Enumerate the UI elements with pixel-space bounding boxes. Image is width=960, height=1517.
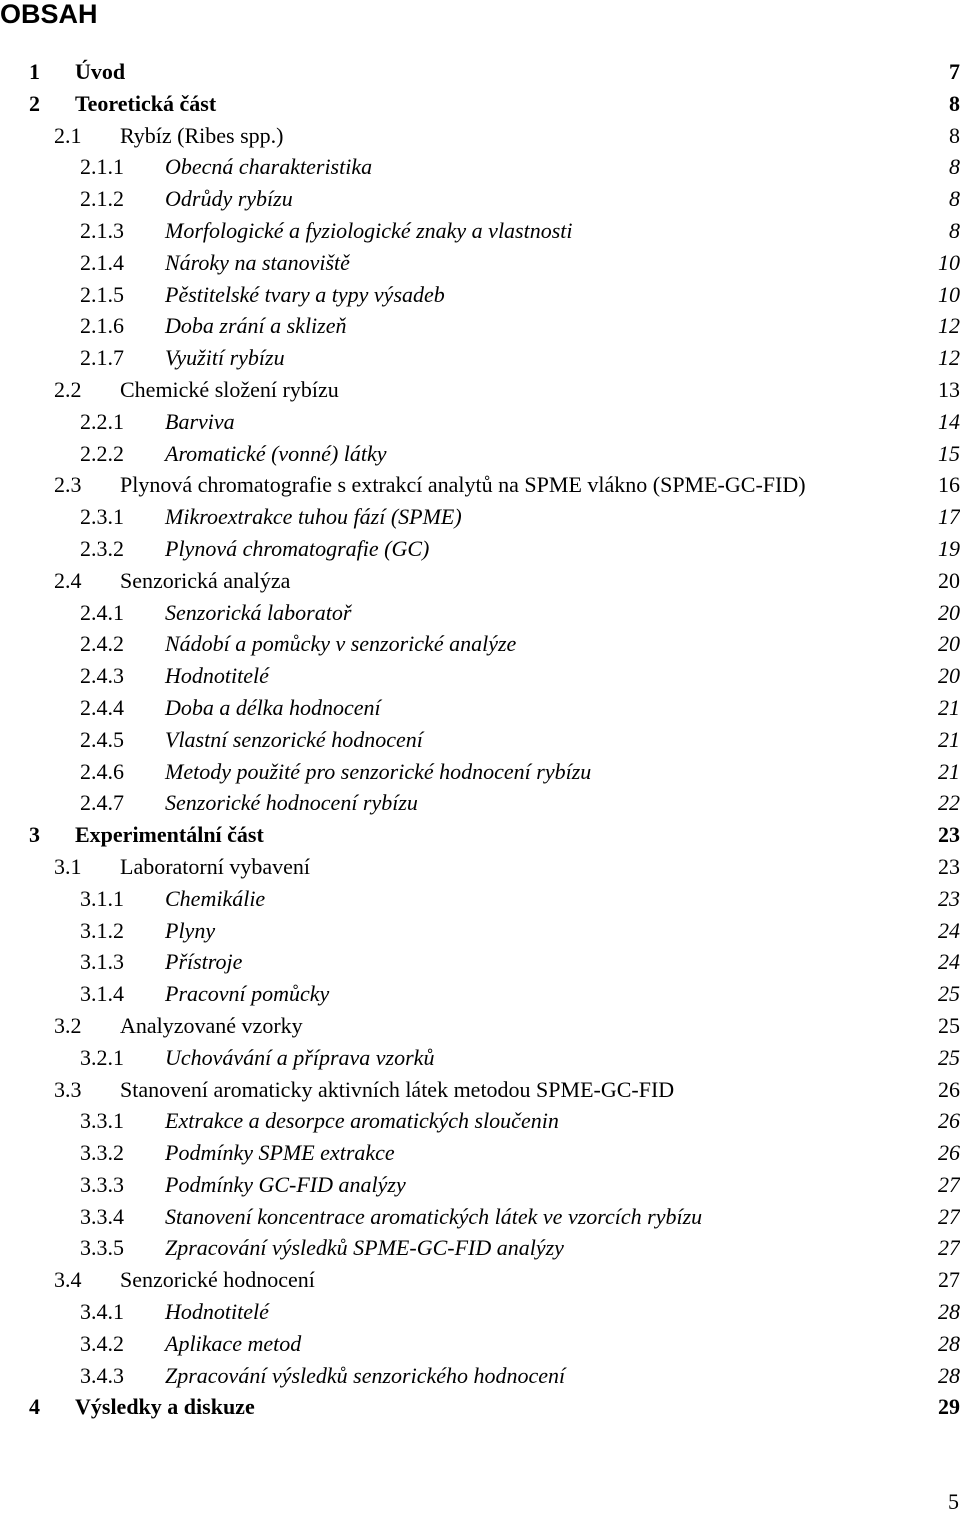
toc-entry[interactable] xyxy=(0,279,960,311)
toc-entry-title: Zpracování výsledků SPME-GC-FID analýzy xyxy=(165,1235,564,1261)
toc-entry-number: 3.3.5 xyxy=(80,1235,124,1261)
toc-entry-title: Uchovávání a příprava vzorků xyxy=(165,1044,435,1070)
toc-entry-number: 2.2 xyxy=(54,376,82,402)
toc-entry-title: Obecná charakteristika xyxy=(165,154,373,180)
toc-entry-page: 8 xyxy=(949,186,960,212)
toc-entry[interactable] xyxy=(0,406,960,438)
toc-entry-title: Teoretická část xyxy=(75,90,217,116)
toc-entry-page: 13 xyxy=(938,376,960,402)
toc-entry-number: 3.3.4 xyxy=(80,1203,124,1229)
toc-entry[interactable] xyxy=(0,533,960,565)
toc-entry-number: 2.1.1 xyxy=(80,154,124,180)
toc-entry[interactable] xyxy=(0,247,960,279)
toc-entry[interactable] xyxy=(0,1296,960,1328)
toc-entry[interactable] xyxy=(0,1264,960,1296)
toc-entry-number: 3.1.2 xyxy=(80,917,124,943)
toc-entry[interactable] xyxy=(0,56,960,88)
toc-entry-number: 2.4.1 xyxy=(80,599,124,625)
toc-entry-page: 25 xyxy=(938,1044,960,1070)
toc-entry[interactable] xyxy=(0,88,960,120)
page-number: 5 xyxy=(948,1489,959,1514)
toc-entry-page: 26 xyxy=(938,1140,960,1166)
toc-entry-page: 27 xyxy=(938,1267,960,1293)
toc-entry-page: 26 xyxy=(938,1076,960,1102)
toc-entry[interactable] xyxy=(0,215,960,247)
toc-entry-number: 3.4.1 xyxy=(80,1299,124,1325)
toc-entry-title: Pracovní pomůcky xyxy=(165,981,330,1007)
toc-entry-page: 29 xyxy=(938,1394,960,1420)
toc-entry[interactable] xyxy=(0,151,960,183)
toc-entry-number: 3.1.3 xyxy=(80,949,124,975)
toc-entry-page: 25 xyxy=(938,981,960,1007)
toc-entry-page: 14 xyxy=(938,408,960,434)
toc-entry-page: 27 xyxy=(938,1171,960,1197)
toc-entry-title: Senzorické hodnocení xyxy=(120,1267,315,1293)
toc-entry[interactable] xyxy=(0,883,960,915)
toc-entry[interactable] xyxy=(0,851,960,883)
toc-entry[interactable] xyxy=(0,628,960,660)
toc-entry[interactable] xyxy=(0,438,960,470)
toc-entry-page: 26 xyxy=(938,1108,960,1134)
toc-entry-title: Hodnotitelé xyxy=(165,663,269,689)
toc-entry-title: Nádobí a pomůcky v senzorické analýze xyxy=(165,631,517,657)
toc-entry[interactable] xyxy=(0,1105,960,1137)
toc-entry-title: Úvod xyxy=(75,59,126,84)
toc-entry-title: Plyny xyxy=(165,917,216,943)
toc-entry-title: Vlastní senzorické hodnocení xyxy=(165,726,423,752)
toc-entry-page: 25 xyxy=(938,1012,960,1038)
toc-entry-number: 2 xyxy=(29,90,40,116)
toc-entry-number: 4 xyxy=(29,1394,40,1420)
toc-entry-number: 2.3.1 xyxy=(80,504,124,530)
toc-entry-title: Doba a délka hodnocení xyxy=(165,694,381,720)
toc-entry-page: 15 xyxy=(938,440,960,466)
toc-entry-number: 2.4.6 xyxy=(80,758,124,784)
toc-entry[interactable] xyxy=(0,978,960,1010)
toc-entry-title: Stanovení koncentrace aromatických látek ve vzorcích rybízu xyxy=(165,1203,703,1229)
toc-entry-title: Senzorická analýza xyxy=(120,567,291,593)
toc-entry-number: 2.4.4 xyxy=(80,694,124,720)
toc-entry-number: 3.2 xyxy=(54,1012,82,1038)
toc-entry-page: 23 xyxy=(938,822,960,848)
toc-entry-title: Přístroje xyxy=(165,949,243,975)
toc-entry-page: 8 xyxy=(949,90,960,116)
toc-entry-number: 2.1.3 xyxy=(80,217,124,243)
toc-entry-number: 3.3 xyxy=(54,1076,82,1102)
toc-entry[interactable] xyxy=(0,1391,960,1423)
toc-entry[interactable] xyxy=(0,1201,960,1233)
toc-entry-title: Odrůdy rybízu xyxy=(165,186,293,212)
toc-entry-page: 27 xyxy=(938,1235,960,1261)
toc-entry-number: 2.1.6 xyxy=(80,313,124,339)
toc-entry[interactable] xyxy=(0,1074,960,1106)
toc-entry-title: Morfologické a fyziologické znaky a vlastnosti xyxy=(165,217,573,243)
toc-entry[interactable] xyxy=(0,1169,960,1201)
toc-entry-number: 2.3 xyxy=(54,472,82,498)
toc-entry-number: 2.4.3 xyxy=(80,663,124,689)
toc-entry-title: Senzorické hodnocení rybízu xyxy=(165,790,418,816)
toc-entry-title: Extrakce a desorpce aromatických sloučenin xyxy=(165,1108,559,1134)
toc-entry-title: Využití rybízu xyxy=(165,345,285,371)
toc-entry-number: 2.4.2 xyxy=(80,631,124,657)
toc-entry-number: 2.4.5 xyxy=(80,726,124,752)
toc-entry-title: Pěstitelské tvary a typy výsadeb xyxy=(165,281,445,307)
table-of-contents xyxy=(0,56,960,1423)
toc-entry-page: 27 xyxy=(938,1203,960,1229)
toc-entry-title: Hodnotitelé xyxy=(165,1299,269,1325)
toc-heading: OBSAH xyxy=(0,0,98,29)
toc-entry[interactable] xyxy=(0,724,960,756)
toc-entry[interactable] xyxy=(0,565,960,597)
toc-entry-title: Výsledky a diskuze xyxy=(75,1394,255,1420)
toc-entry-number: 3.4 xyxy=(54,1267,82,1293)
toc-entry-number: 3.3.2 xyxy=(80,1140,124,1166)
toc-entry-title: Chemikálie xyxy=(165,885,266,911)
toc-entry-title: Laboratorní vybavení xyxy=(120,853,310,879)
toc-entry[interactable] xyxy=(0,183,960,215)
toc-entry-page: 28 xyxy=(938,1330,960,1356)
toc-entry[interactable] xyxy=(0,692,960,724)
toc-entry-page: 20 xyxy=(938,631,960,657)
toc-entry-number: 3 xyxy=(29,822,40,848)
toc-entry-page: 20 xyxy=(938,663,960,689)
toc-entry-number: 3.3.3 xyxy=(80,1171,124,1197)
toc-entry-page: 24 xyxy=(938,917,960,943)
toc-entry-page: 21 xyxy=(938,694,960,720)
toc-entry[interactable] xyxy=(0,756,960,788)
toc-entry-title: Plynová chromatografie (GC) xyxy=(165,535,430,561)
toc-entry-page: 19 xyxy=(938,535,960,561)
toc-entry-page: 10 xyxy=(938,281,960,307)
toc-entry-page: 8 xyxy=(949,122,960,148)
toc-entry[interactable] xyxy=(0,120,960,152)
toc-entry-number: 2.2.2 xyxy=(80,440,124,466)
toc-entry[interactable] xyxy=(0,1232,960,1264)
toc-entry[interactable] xyxy=(0,819,960,851)
toc-entry-title: Metody použité pro senzorické hodnocení rybízu xyxy=(165,758,592,784)
toc-entry-number: 3.4.3 xyxy=(80,1362,124,1388)
toc-entry-number: 2.4 xyxy=(54,567,82,593)
toc-entry-title: Mikroextrakce tuhou fází (SPME) xyxy=(165,504,462,530)
toc-entry-number: 3.2.1 xyxy=(80,1044,124,1070)
toc-entry-title: Barviva xyxy=(165,408,235,434)
toc-entry-page: 28 xyxy=(938,1299,960,1325)
toc-entry-page: 7 xyxy=(949,59,960,84)
toc-entry-title: Analyzované vzorky xyxy=(120,1012,303,1038)
toc-entry[interactable] xyxy=(0,787,960,819)
toc-entry-page: 28 xyxy=(938,1362,960,1388)
toc-entry[interactable] xyxy=(0,597,960,629)
toc-entry[interactable] xyxy=(0,660,960,692)
toc-entry-title: Chemické složení rybízu xyxy=(120,376,339,402)
toc-entry-title: Plynová chromatografie s extrakcí analytů na SPME vlákno (SPME-GC-FID) xyxy=(120,472,806,498)
toc-entry[interactable] xyxy=(0,342,960,374)
toc-entry[interactable] xyxy=(0,501,960,533)
toc-entry-title: Rybíz (Ribes spp.) xyxy=(120,122,284,148)
toc-entry-page: 21 xyxy=(938,726,960,752)
toc-entry[interactable] xyxy=(0,310,960,342)
toc-entry-page: 8 xyxy=(949,217,960,243)
toc-entry-page: 21 xyxy=(938,758,960,784)
toc-entry[interactable] xyxy=(0,1042,960,1074)
toc-entry-number: 2.2.1 xyxy=(80,408,124,434)
toc-entry[interactable] xyxy=(0,469,960,501)
toc-entry-page: 22 xyxy=(938,790,960,816)
toc-entry-page: 20 xyxy=(938,567,960,593)
toc-entry-title: Stanovení aromaticky aktivních látek metodou SPME-GC-FID xyxy=(120,1076,675,1102)
toc-entry-page: 10 xyxy=(938,249,960,275)
toc-entry[interactable] xyxy=(0,374,960,406)
toc-entry-title: Doba zrání a sklizeň xyxy=(165,313,347,339)
toc-entry-page: 8 xyxy=(949,154,960,180)
toc-entry-page: 16 xyxy=(938,472,960,498)
toc-entry[interactable] xyxy=(0,1360,960,1392)
toc-entry-page: 23 xyxy=(938,853,960,879)
toc-entry-title: Podmínky GC-FID analýzy xyxy=(165,1171,406,1197)
toc-entry-title: Aromatické (vonné) látky xyxy=(165,440,387,466)
toc-entry[interactable] xyxy=(0,1010,960,1042)
toc-entry-title: Zpracování výsledků senzorického hodnocení xyxy=(165,1362,566,1388)
toc-entry-number: 2.1.2 xyxy=(80,186,124,212)
toc-entry-number: 3.1 xyxy=(54,853,82,879)
toc-entry-title: Senzorická laboratoř xyxy=(165,599,352,625)
toc-entry-title: Aplikace metod xyxy=(165,1330,302,1356)
toc-entry-page: 23 xyxy=(938,885,960,911)
toc-entry-title: Podmínky SPME extrakce xyxy=(165,1140,395,1166)
toc-entry-title: Experimentální část xyxy=(75,822,264,848)
toc-entry-page: 12 xyxy=(938,345,960,371)
toc-entry-number: 2.1 xyxy=(54,122,82,148)
toc-entry-number: 2.1.4 xyxy=(80,249,124,275)
toc-entry-number: 3.1.1 xyxy=(80,885,124,911)
toc-entry-number: 3.3.1 xyxy=(80,1108,124,1134)
toc-entry-number: 2.4.7 xyxy=(80,790,124,816)
toc-entry-number: 2.1.5 xyxy=(80,281,124,307)
toc-entry-page: 20 xyxy=(938,599,960,625)
toc-entry-number: 1 xyxy=(29,59,40,84)
toc-entry-title: Nároky na stanoviště xyxy=(165,249,350,275)
toc-entry[interactable] xyxy=(0,915,960,947)
toc-entry[interactable] xyxy=(0,1137,960,1169)
toc-entry-page: 12 xyxy=(938,313,960,339)
toc-entry-number: 2.3.2 xyxy=(80,535,124,561)
toc-entry-page: 17 xyxy=(938,504,960,530)
toc-entry-number: 3.4.2 xyxy=(80,1330,124,1356)
toc-entry-page: 24 xyxy=(938,949,960,975)
toc-entry[interactable] xyxy=(0,946,960,978)
toc-entry-number: 3.1.4 xyxy=(80,981,124,1007)
toc-entry[interactable] xyxy=(0,1328,960,1360)
toc-entry-number: 2.1.7 xyxy=(80,345,124,371)
